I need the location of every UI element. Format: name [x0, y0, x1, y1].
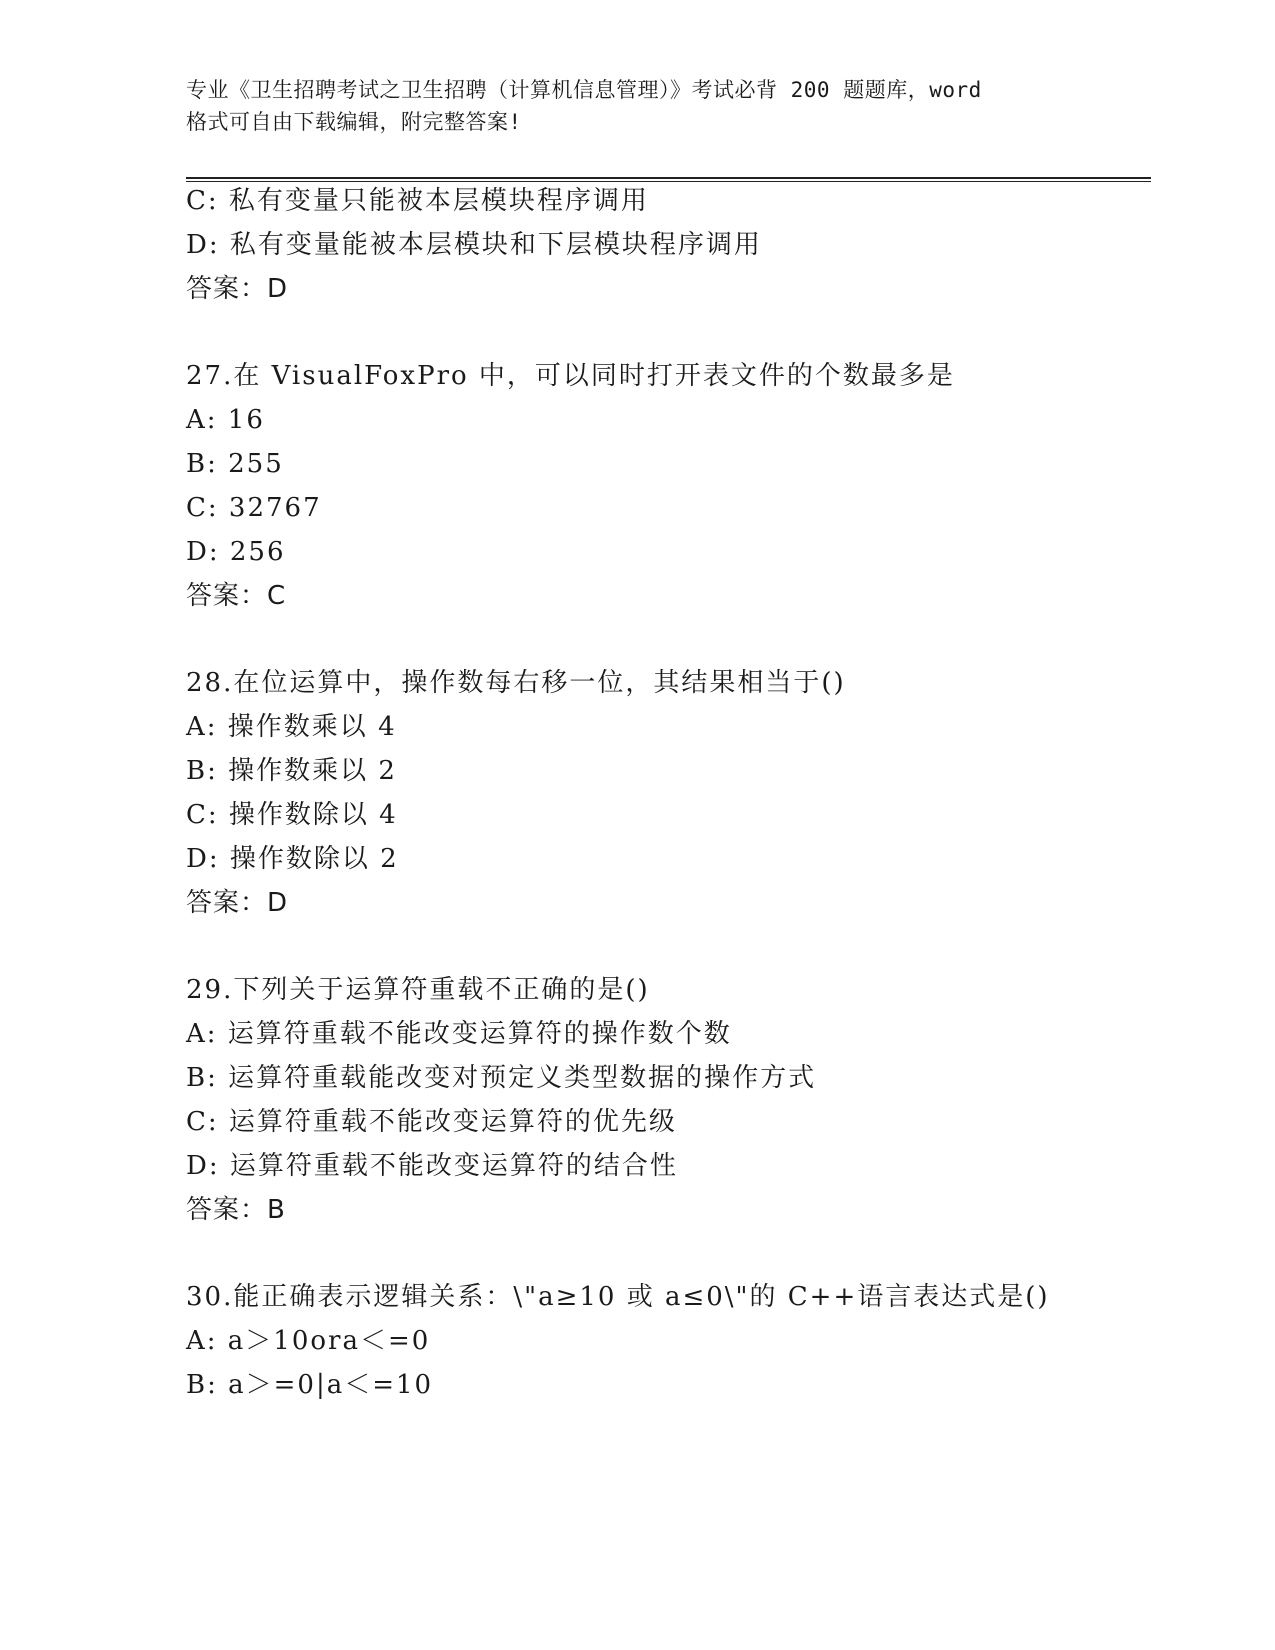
option-c: C: 运算符重载不能改变运算符的优先级 — [186, 1107, 677, 1137]
question-stem: 27.在 VisualFoxPro 中，可以同时打开表文件的个数最多是 — [186, 361, 955, 391]
header-line-1: 专业《卫生招聘考试之卫生招聘（计算机信息管理）》考试必背 200 题题库，word — [186, 78, 982, 102]
option-a: A: 运算符重载不能改变运算符的操作数个数 — [186, 1019, 732, 1049]
option-d: D: 256 — [186, 537, 286, 567]
document-header — [186, 74, 1076, 138]
option-a: A: 操作数乘以 4 — [186, 712, 397, 742]
option-a: A: a＞10ora＜=0 — [186, 1326, 431, 1356]
question-stem: 28.在位运算中，操作数每右移一位，其结果相当于() — [186, 668, 846, 698]
answer-line: 答案：C — [186, 581, 287, 611]
option-c: C: 32767 — [186, 493, 322, 523]
option-b: B: 运算符重载能改变对预定义类型数据的操作方式 — [186, 1063, 817, 1093]
answer-line: 答案：B — [186, 1195, 286, 1225]
header-line-2: 格式可自由下载编辑，附完整答案! — [186, 110, 522, 134]
option-b: B: 操作数乘以 2 — [186, 756, 397, 786]
answer-line: 答案：D — [186, 888, 289, 918]
question-stem: 30.能正确表示逻辑关系：\"a≥10 或 a≤0\"的 C++语言表达式是() — [186, 1282, 1050, 1312]
option-a: A: 16 — [186, 405, 265, 435]
header-divider — [186, 177, 1151, 182]
option-d: D: 运算符重载不能改变运算符的结合性 — [186, 1151, 678, 1181]
option-b: B: 255 — [186, 449, 284, 479]
option-b: B: a＞=0|a＜=10 — [186, 1370, 434, 1400]
option-c: C: 私有变量只能被本层模块程序调用 — [186, 186, 649, 216]
option-c: C: 操作数除以 4 — [186, 800, 398, 830]
answer-line: 答案：D — [186, 274, 289, 304]
option-d: D: 操作数除以 2 — [186, 844, 399, 874]
option-d: D: 私有变量能被本层模块和下层模块程序调用 — [186, 230, 762, 260]
question-stem: 29.下列关于运算符重载不正确的是() — [186, 975, 650, 1005]
